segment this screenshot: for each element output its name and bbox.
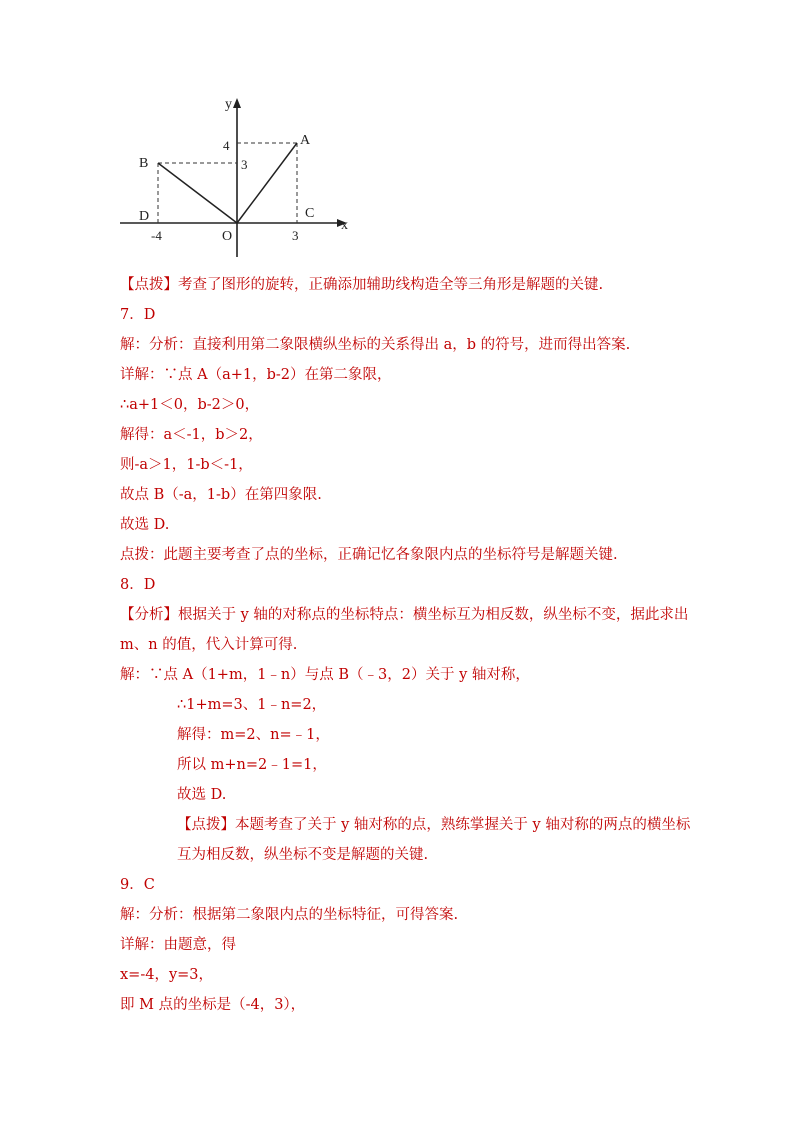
note-8-line-2: 互为相反数，纵坐标不变是解题的关键. (177, 847, 429, 863)
point-b-label: B (139, 156, 149, 171)
tick-x-neg4: -4 (151, 228, 162, 243)
solution-7-step-3: 则-a＞1，1-b＜-1， (120, 457, 253, 473)
solution-7-step-4: 故点 B（-a，1-b）在第四象限. (120, 487, 322, 503)
point-a-label: A (300, 133, 311, 148)
note-7: 点拨：此题主要考查了点的坐标，正确记忆各象限内点的坐标符号是解题关键. (120, 547, 618, 563)
solution-8-step-3: 所以 m+n=2﹣1=1， (177, 757, 327, 773)
answer-9: 9．C (120, 877, 155, 893)
figure-svg (115, 92, 355, 262)
solution-7-analysis: 解：分析：直接利用第二象限横纵坐标的关系得出 a，b 的符号，进而得出答案. (120, 337, 631, 353)
solution-7-detail: 详解：∵点 A（a+1，b-2）在第二象限， (120, 367, 392, 383)
x-axis-label: x (341, 218, 348, 233)
segment-ob (158, 163, 237, 223)
note-8-line-1: 【点拨】本题考查了关于 y 轴对称的点，熟练掌握关于 y 轴对称的两点的横坐标 (177, 817, 691, 833)
solution-7-choice: 故选 D. (120, 517, 170, 533)
point-c-label: C (305, 206, 315, 221)
solution-8-step-1: ∴1+m=3、1﹣n=2， (177, 697, 327, 713)
y-axis-arrow (233, 98, 241, 108)
solution-7-step-2: 解得：a＜-1，b＞2， (120, 427, 263, 443)
solution-8-choice: 故选 D. (177, 787, 227, 803)
solution-8-intro: 解：∵点 A（1+m，1﹣n）与点 B（﹣3，2）关于 y 轴对称， (120, 667, 530, 683)
segment-oa (237, 143, 297, 223)
solution-9-detail: 详解：由题意，得 (120, 937, 236, 953)
point-d-label: D (139, 209, 150, 224)
solution-8-step-2: 解得：m=2、n=﹣1， (177, 727, 330, 743)
solution-9-step-2: 即 M 点的坐标是（-4，3）， (120, 997, 306, 1013)
analysis-8-line-2: m、n 的值，代入计算可得. (120, 637, 298, 653)
tick-x-3: 3 (292, 228, 299, 243)
note-figure-rotation: 【点拨】考查了图形的旋转，正确添加辅助线构造全等三角形是解题的关键. (120, 277, 604, 293)
tick-y-3: 3 (241, 157, 248, 172)
tick-y-4: 4 (223, 138, 230, 153)
solution-9-analysis: 解：分析：根据第二象限内点的坐标特征，可得答案. (120, 907, 459, 923)
solution-9-step-1: x=-4，y=3， (120, 967, 214, 983)
origin-label: O (222, 229, 233, 244)
y-axis-label: y (225, 97, 232, 112)
coordinate-figure (115, 92, 355, 262)
solution-7-step-1: ∴a+1＜0，b-2＞0， (120, 397, 260, 413)
analysis-8-line-1: 【分析】根据关于 y 轴的对称点的坐标特点：横坐标互为相反数，纵坐标不变，据此求出 (120, 607, 689, 623)
answer-8: 8．D (120, 577, 156, 593)
answer-7: 7．D (120, 307, 156, 323)
